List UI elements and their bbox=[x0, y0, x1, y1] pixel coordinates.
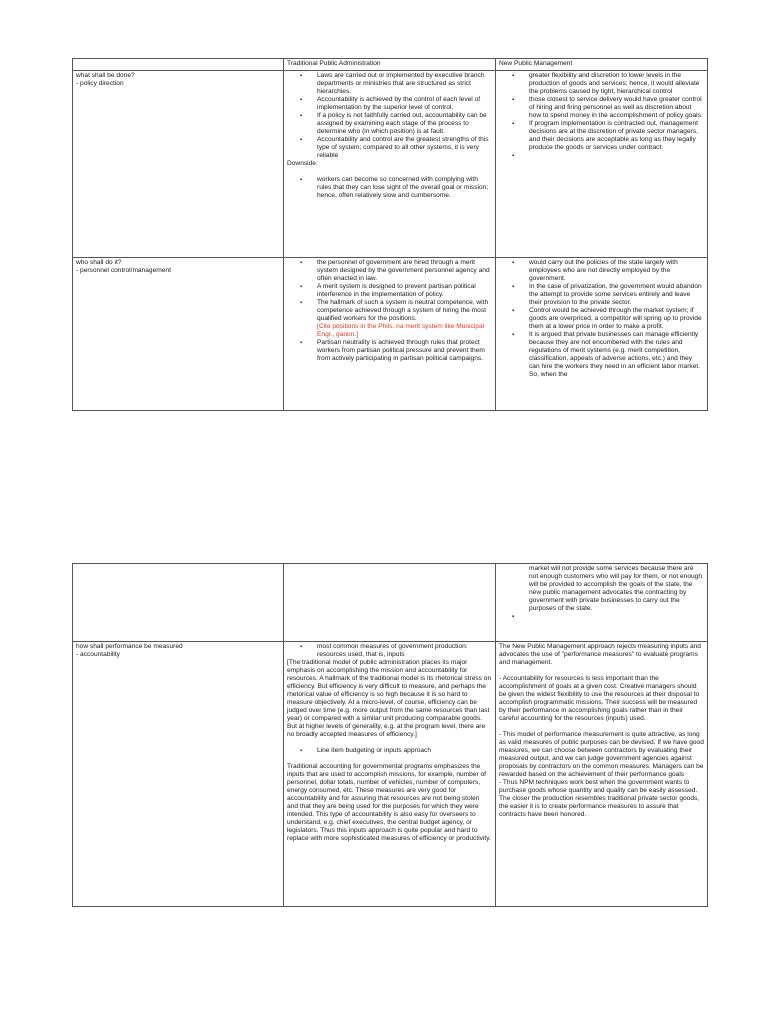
row-label-line: what shall be done? bbox=[76, 72, 135, 79]
tpa-policy-list bbox=[287, 72, 492, 160]
tpa-accountability-list-2 bbox=[287, 747, 492, 755]
list-item: ▪ If a policy is not faithfully carried out, accountability can be assigned by examining each stage of the process to determine who (in which position) is at fault. bbox=[317, 112, 492, 136]
table-row-personnel bbox=[73, 258, 708, 411]
list-item: ▪ Partisan neutrality is achieved through rules that protect workers from partisan political pressure and prevent them from actively participating in partisan political campaigns. bbox=[317, 339, 492, 363]
row-label-line: - policy direction bbox=[76, 80, 124, 87]
list-item: ▪ Accountability and control are the greatest strengths of this type of system; compared to all other systems, it is very reliable bbox=[317, 136, 492, 160]
tpa-accountability-cell bbox=[284, 642, 496, 907]
list-item: ▪ Accountability is achieved by the control of each level of implementation by the superior level of control. bbox=[317, 96, 492, 112]
npm-paragraph: - Thus NPM techniques work best when the government wants to purchase goods whose quantity and quality can be easily assessed. The closer the production resembles traditional private sector goods, the easier it is to create performance measures to assure that contracts have been honored. bbox=[499, 779, 700, 818]
red-annotation: [Cite positions in the Phils. na merit system like Municipal Engr., ganun.] bbox=[317, 323, 485, 338]
header-new-public-management: New Public Management bbox=[496, 59, 708, 71]
list-item: ▪ A merit system is designed to prevent partisan political interference in the implementation of policy. bbox=[317, 283, 492, 299]
list-item bbox=[529, 613, 704, 621]
list-item bbox=[317, 299, 492, 339]
comparison-table-page2 bbox=[72, 563, 708, 907]
npm-continued-text: market will not provide some services because there are not enough customers who will pay for them, or not enough will be provided to accomplish the goals of the state, the new public management advocates the contracting by government with private businesses to carry out the purposes of the state. bbox=[529, 565, 703, 612]
list-item-text: The hallmark of such a system is neutral competence, with competence achieved through a system of hiring the most qualified workers for the positions. bbox=[317, 299, 489, 322]
tpa-policy-cell bbox=[284, 71, 496, 258]
table-row-policy-direction bbox=[73, 71, 708, 258]
row-label-line: how shall performance be measured bbox=[76, 643, 183, 650]
list-item bbox=[529, 152, 704, 160]
downside-label: Downside: bbox=[287, 160, 318, 167]
npm-policy-cell bbox=[496, 71, 708, 258]
list-item: ▪ In the case of privatization, the government would abandon the attempt to provide some services entirely and leave their provision to the private sector. bbox=[529, 283, 704, 307]
list-item: ▪ If program implementation is contracted out, management decisions are at the discretion of private sector managers, and their decisions are acceptable as long as they legally produce the goods or services under contract. bbox=[529, 120, 704, 152]
list-item: ▪ workers can become so concerned with complying with rules that they can lose sight of the overall goal or mission; hence, often relatively slow and cumbersome. bbox=[317, 176, 492, 200]
tpa-paragraph: Traditional accounting for governmental programs emphasizes the inputs that are used to accomplish missions, for example, number of personnel, dollar totals, number of vehicles, number of computers, energy consumed, etc. These measures are very good for accountability and for assuring that resources are not being stolen and that they are being used for the purposes for which they were intended. This type of accountability is also easy for overseers to understand, e.g. chief executives, the central budget agency, or legislators. Thus this inputs approach is quite popular and hard to replace with more sophisticated measures of efficiency or productivity. bbox=[287, 763, 491, 842]
tpa-personnel-cell bbox=[284, 258, 496, 411]
tpa-personnel-list bbox=[287, 259, 492, 363]
row-label-accountability bbox=[73, 642, 284, 907]
list-item: ▪ the personnel of government are hired through a merit system designed by the government personnel agency and often enacted in law. bbox=[317, 259, 492, 283]
row-label-line: - personnel control/management bbox=[76, 267, 171, 274]
row-label-personnel bbox=[73, 258, 284, 411]
table-row-accountability bbox=[73, 642, 708, 907]
list-item: ▪ It is argued that private businesses can manage efficiently because they are not encumbered with the rules and regulations of merit systems (e.g. merit competition, classification, appeals of adverse actions, etc.) and they can hire the workers they need in an efficient labor market. So, when the bbox=[529, 331, 704, 379]
row-label-line: - accountability bbox=[76, 651, 120, 658]
header-traditional-public-administration: Traditional Public Administration bbox=[284, 59, 496, 71]
empty-cell bbox=[73, 564, 284, 642]
list-item: ▪ those closest to service delivery would have greater control of hiring and firing personnel as well as discretion about how to spend money in the accomplishment of policy goals. bbox=[529, 96, 704, 120]
npm-accountability-cell bbox=[496, 642, 708, 907]
npm-paragraph: - This model of performance measurement is quite attractive, as long as valid measures of public purposes can be devised. If we have good measures, we can choose between contractors by evaluating their measured output, and we can judge government agencies against proposals by contractors on the common measures. Managers can be rewarded based on the achievement of their performance goals bbox=[499, 731, 704, 778]
list-item: ▪ most common measures of government production: resources used, that is, inputs bbox=[317, 643, 492, 659]
table-header-row bbox=[73, 59, 708, 71]
empty-cell bbox=[284, 564, 496, 642]
npm-policy-list bbox=[499, 72, 704, 160]
row-label-line: who shall do it? bbox=[76, 259, 122, 266]
npm-continued-cell bbox=[496, 564, 708, 642]
npm-paragraph: - Accountability for resources is less important than the accomplishment of goals at a given cost. Creative managers should be given the widest flexibility to use the resources at their disposal to accomplish programmatic missions. Their success will be measured by their performance in accomplishing goals rather than in their careful accounting for the resources (inputs) used. bbox=[499, 675, 700, 722]
tpa-accountability-list bbox=[287, 643, 492, 659]
tpa-paragraph: [The traditional model of public administration places its major emphasis on accomplishing the mission and accountability for resources. A hallmark of the traditional model is its rhetorical stress on efficiency. But efficiency is very difficult to measure, and perhaps the rhetorical value of efficiency is so high because it is so hard to measure objectively. At a micro-level, of course, efficiency can be judged over time (e.g. more output from the same resources than last year) or compared with a similar unit producing comparable goods. But at higher levels of generality, e.g. at the program level, there are no broadly accepted measures of efficiency.] bbox=[287, 659, 492, 738]
npm-continued-list bbox=[499, 613, 704, 621]
npm-paragraph: The New Public Management approach rejects measuring inputs and advocates the use of "performance measures" to evaluate programs and management. bbox=[499, 643, 701, 666]
list-item: ▪ greater flexibility and discretion to lower levels in the production of goods and services; hence, it would alleviate the problems caused by tight, hierarchical control bbox=[529, 72, 704, 96]
list-item: ▪ would carry out the policies of the state largely with employees who are not directly employed by the government. bbox=[529, 259, 704, 283]
npm-personnel-list bbox=[499, 259, 704, 379]
list-item: ▪ Control would be achieved through the market system; if goods are overpriced, a competitor will spring up to provide them at a lower price in order to make a profit. bbox=[529, 307, 704, 331]
comparison-table-page1 bbox=[72, 58, 708, 411]
header-cell-empty bbox=[73, 59, 284, 71]
list-item: ▪ Line item budgeting or inputs approach bbox=[317, 747, 492, 755]
list-item: ▪ Laws are carried out or implemented by executive branch departments or ministries that are structured as strict hierarchies. bbox=[317, 72, 492, 96]
row-label-policy-direction bbox=[73, 71, 284, 258]
downside-list bbox=[287, 176, 492, 200]
table-row-continued bbox=[73, 564, 708, 642]
npm-personnel-cell bbox=[496, 258, 708, 411]
